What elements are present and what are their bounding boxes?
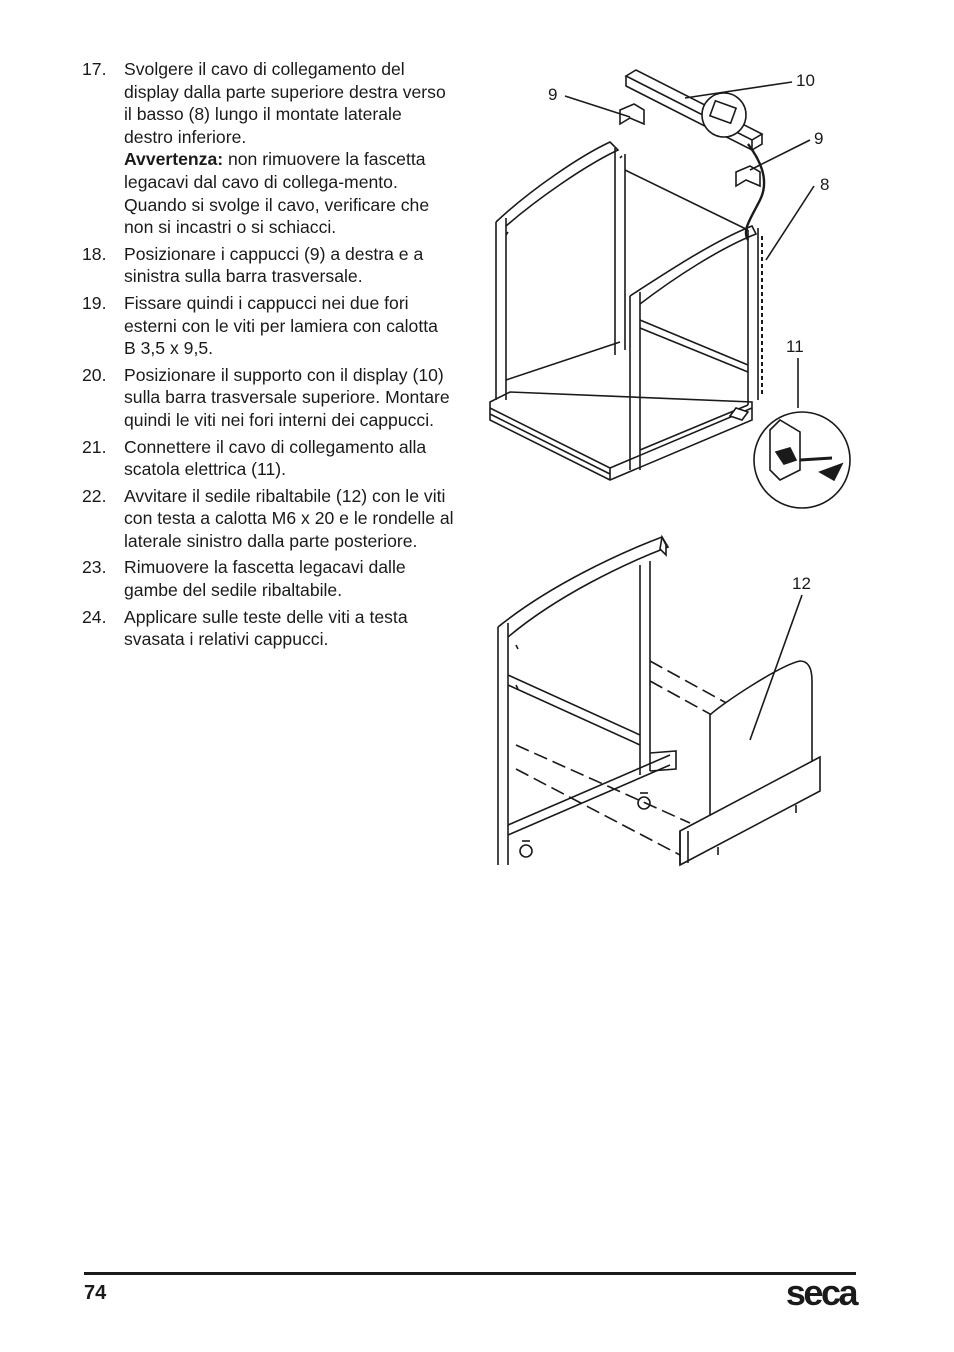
callout-10: 10 bbox=[796, 71, 815, 90]
step-text: Svolgere il cavo di collegamento del display dalla parte superiore destra verso il basso (8) lungo il montate laterale destro inferiore. bbox=[124, 59, 446, 147]
seat-frame-drawing bbox=[498, 537, 820, 865]
step-number: 23. bbox=[82, 557, 107, 578]
step-text: Posizionare i cappucci (9) a destra e a sinistra sulla barra trasversale. bbox=[124, 243, 424, 287]
callout-9-left: 9 bbox=[548, 85, 558, 104]
callout-11: 11 bbox=[786, 337, 804, 356]
step-number: 22. bbox=[82, 485, 107, 506]
warning-label: Avvertenza: bbox=[124, 149, 224, 170]
callout-9-right: 9 bbox=[814, 129, 824, 148]
brand-logo: seca bbox=[785, 1272, 856, 1313]
step-22 bbox=[82, 485, 454, 553]
callout-8: 8 bbox=[820, 175, 830, 194]
step-23 bbox=[82, 556, 454, 601]
step-number: 17. bbox=[82, 59, 107, 79]
step-text: Avvitare il sedile ribaltabile (12) con le viti con testa a calotta M6 x 20 e le rondelle al laterale sinistro dalla parte posteriore. bbox=[124, 485, 454, 551]
step-19 bbox=[82, 292, 454, 360]
step-text: Posizionare il supporto con il display (10) sulla barra trasversale superiore. Montare quindi le viti nei fori interni dei cappucci. bbox=[124, 364, 450, 430]
callout-12: 12 bbox=[792, 574, 811, 593]
assembly-figure-display-mount bbox=[480, 60, 860, 510]
step-21 bbox=[82, 436, 454, 481]
page-number: 74 bbox=[84, 1282, 107, 1304]
step-number: 21. bbox=[82, 436, 107, 457]
footer-divider bbox=[84, 1272, 856, 1275]
step-text: Rimuovere la fascetta legacavi dalle gambe del sedile ribaltabile. bbox=[124, 557, 406, 601]
step-24 bbox=[82, 606, 454, 651]
warning-text: non rimuovere la fascetta legacavi dal cavo di collega-mento. Quando si svolge il cavo, verificare che non si incastri o si schiacci. bbox=[124, 149, 430, 238]
step-text: Applicare sulle teste delle viti a testa svasata i relativi cappucci. bbox=[124, 606, 408, 650]
step-20 bbox=[82, 364, 454, 432]
step-18 bbox=[82, 243, 454, 288]
step-number: 24. bbox=[82, 606, 107, 627]
step-number: 18. bbox=[82, 243, 107, 264]
step-text: Fissare quindi i cappucci nei due fori esterni con le viti per lamiera con calotta B 3,5 x 9,5. bbox=[124, 292, 438, 359]
scale-frame-drawing bbox=[490, 70, 850, 508]
step-text: Connettere il cavo di collegamento alla scatola elettrica (11). bbox=[124, 436, 427, 480]
assembly-figure-folding-seat bbox=[480, 525, 860, 875]
step-17 bbox=[82, 58, 454, 239]
step-number: 19. bbox=[82, 292, 107, 313]
step-number: 20. bbox=[82, 364, 107, 385]
instruction-list bbox=[82, 58, 454, 655]
